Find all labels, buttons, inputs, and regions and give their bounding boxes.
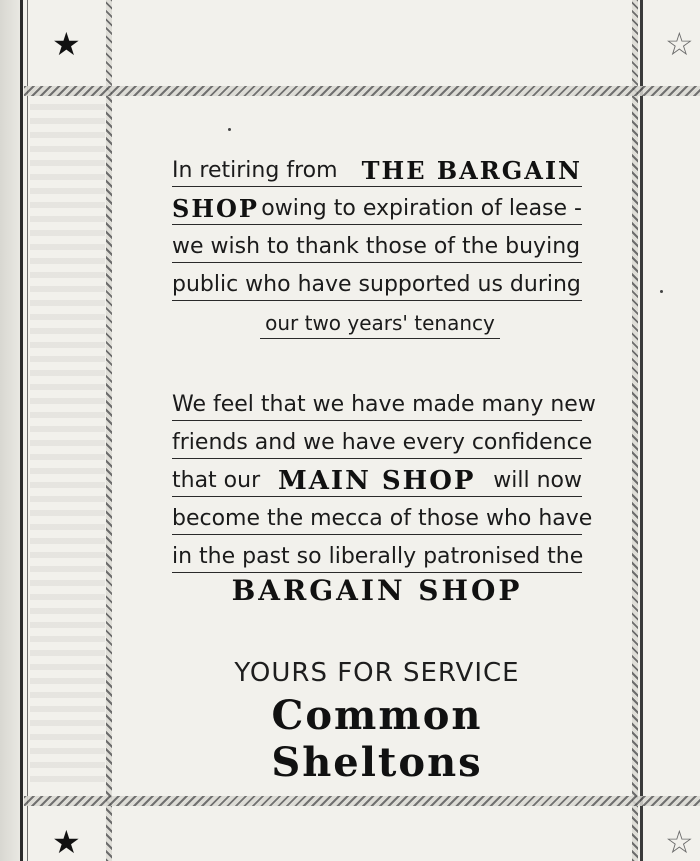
main-shop-heading: MAIN SHOP bbox=[277, 466, 476, 496]
shop-heading: SHOP bbox=[172, 194, 259, 223]
bargain-shop-heading: BARGAIN SHOP bbox=[231, 574, 523, 607]
the-bargain-heading: THE BARGAIN bbox=[361, 156, 582, 185]
para1-line1 bbox=[172, 150, 582, 187]
para2-line5 bbox=[172, 536, 582, 573]
closing-line: YOURS FOR SERVICE bbox=[234, 658, 520, 688]
para1-line3 bbox=[172, 226, 582, 263]
para2-line4 bbox=[172, 498, 593, 535]
para2-line3-rest: will now bbox=[493, 468, 582, 493]
top-rope-border bbox=[24, 86, 700, 96]
signature-name: Common Sheltons bbox=[271, 692, 483, 786]
faded-adjacent-column bbox=[30, 90, 105, 790]
para2-line2-text: friends and we have every confidence bbox=[172, 430, 593, 455]
left-margin bbox=[0, 0, 22, 861]
para2-line1-text: We feel that we have made many new bbox=[172, 392, 596, 417]
star-bottom-right-icon: ☆ bbox=[665, 823, 694, 861]
para1-line1-lead: In retiring from bbox=[172, 158, 338, 183]
para2-line4-text: become the mecca of those who have bbox=[172, 506, 593, 531]
print-speck bbox=[660, 290, 663, 293]
para1-line4 bbox=[172, 264, 582, 301]
bottom-rope-border bbox=[24, 796, 700, 806]
star-top-right-icon: ☆ bbox=[665, 25, 694, 63]
para2-line5-text: in the past so liberally patronised the bbox=[172, 544, 584, 569]
para2-line3 bbox=[172, 460, 582, 497]
para1-line2-rest: owing to expiration of lease - bbox=[261, 196, 582, 221]
para1-line5: our two years' tenancy bbox=[260, 308, 500, 339]
para2-line2 bbox=[172, 422, 593, 459]
para2-line3-lead: that our bbox=[172, 468, 261, 493]
para1-line4-text: public who have supported us during bbox=[172, 272, 581, 297]
star-bottom-left-icon: ★ bbox=[52, 823, 81, 861]
left-column-rule bbox=[20, 0, 23, 861]
right-column-rule bbox=[640, 0, 643, 861]
para2-line1 bbox=[172, 384, 596, 421]
star-top-left-icon: ★ bbox=[52, 25, 81, 63]
advertisement bbox=[120, 100, 640, 790]
left-rope-border bbox=[106, 0, 112, 861]
para1-line3-text: we wish to thank those of the buying bbox=[172, 234, 581, 259]
left-column-rule-thin bbox=[27, 0, 28, 861]
para1-line2 bbox=[172, 188, 582, 225]
